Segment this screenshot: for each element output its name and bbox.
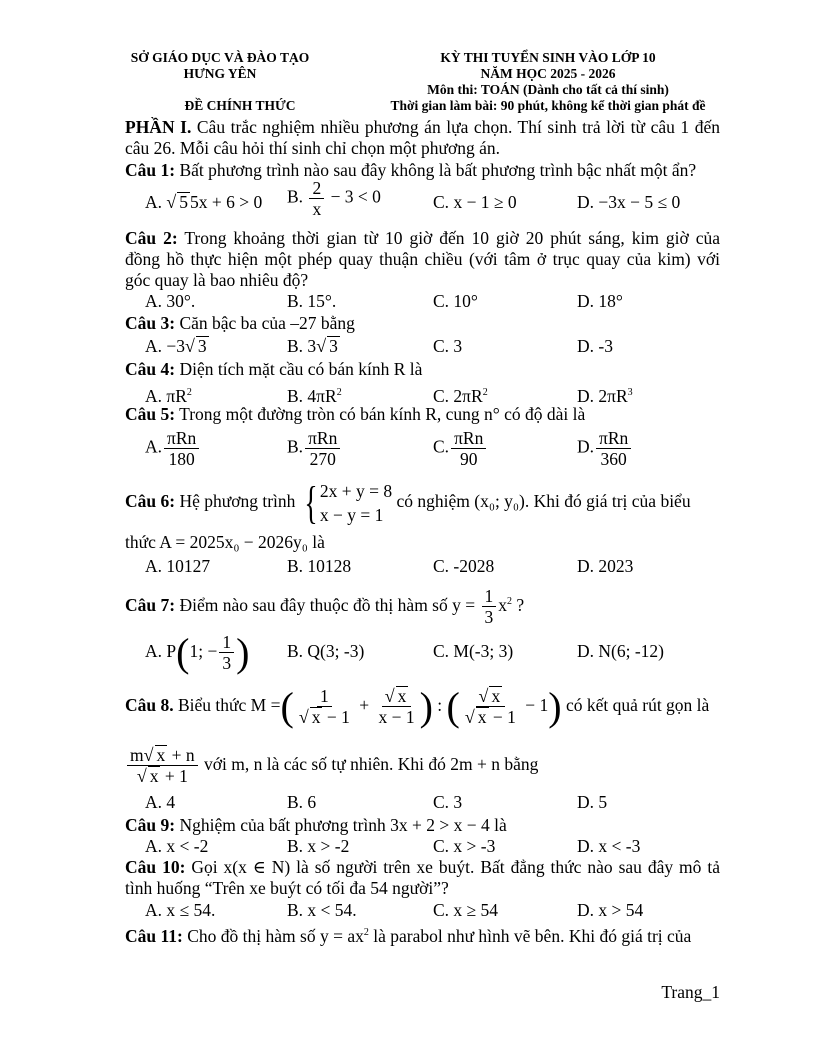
subject: Môn thi: TOÁN (Dành cho tất cả thí sinh): [427, 82, 669, 97]
q7-options: [145, 628, 725, 674]
question-3: Câu 3: Căn bậc ba của –27 bằng: [125, 313, 355, 333]
header-right: [378, 50, 718, 114]
q1-option-c[interactable]: C. x − 1 ≥ 0: [433, 192, 517, 212]
equation-system: { 2x + y = 8 x − y = 1: [304, 476, 393, 528]
question-9: Câu 9: Nghiệm của bất phương trình 3x + 2 > x − 4 là: [125, 815, 507, 835]
q7-option-c[interactable]: C. M(-3; 3): [433, 641, 514, 661]
official-label: ĐỀ CHÍNH THỨC: [184, 98, 296, 113]
q2-option-c[interactable]: C. 10°: [433, 291, 478, 311]
part1-label: PHẦN I.: [125, 117, 192, 137]
q5-option-a[interactable]: A. $\frac{\text{πRn}}{180}$: [145, 428, 201, 469]
q8-option-b[interactable]: B. 6: [287, 792, 317, 812]
q6-option-b[interactable]: B. 10128: [287, 556, 352, 576]
question-10-line2: tình huống “Trên xe buýt có tối đa 54 người”?: [125, 878, 449, 898]
header-left: [100, 50, 340, 82]
q6-option-d[interactable]: D. 2023: [577, 556, 634, 576]
q3-options: [145, 336, 725, 358]
q5-option-b[interactable]: B. $\frac{\text{πRn}}{270}$: [287, 428, 342, 469]
page-number: Trang_1: [661, 982, 720, 1002]
q10-option-a[interactable]: A. x ≤ 54.: [145, 900, 216, 920]
q7-option-b[interactable]: B. Q(3; -3): [287, 641, 365, 661]
question-2-line2: đồng hồ thực hiện một phép quay thuận chiều (với tâm ở trục quay của kim) với: [125, 249, 720, 269]
q9-options: [145, 836, 725, 858]
question-2-line3: góc quay là bao nhiêu độ?: [125, 270, 309, 290]
q2-option-a[interactable]: A. 30°.: [145, 291, 196, 311]
q4-option-d[interactable]: D. $2\pi R^3$: [577, 386, 633, 406]
q8-option-c[interactable]: C. 3: [433, 792, 463, 812]
part1-intro-line1: PHẦN I. Câu trắc nghiệm nhiều phương án lựa chọn. Thí sinh trả lời từ câu 1 đến: [125, 117, 721, 137]
q4-options: [145, 382, 725, 404]
question-6-line2: thức A = 2025x₀ − 2026y₀ là: [125, 532, 325, 552]
q4-option-a[interactable]: A. $\pi R^2$: [145, 386, 192, 406]
q10-option-b[interactable]: B. x < 54.: [287, 900, 357, 920]
question-6-line1: Câu 6: Hệ phương trình { 2x + y = 8 x − y = 1 có nghiệm (x₀; y₀). Khi đó giá trị của biểu: [125, 476, 691, 528]
q1-options: [145, 178, 725, 219]
question-2-line1: Câu 2: Trong khoảng thời gian từ 10 giờ đến 10 giờ 20 phút sáng, kim giờ của: [125, 228, 721, 248]
question-1: Câu 1: Bất phương trình nào sau đây không là bất phương trình bậc nhất một ẩn?: [125, 160, 697, 180]
q4-option-c[interactable]: C. $2\pi R^2$: [433, 386, 488, 406]
question-7: Câu 7: Điểm nào sau đây thuộc đồ thị hàm số y = $\frac{1}{3}$ $x^2$ ?: [125, 586, 525, 628]
exam-title: KỲ THI TUYỂN SINH VÀO LỚP 10: [440, 50, 656, 65]
province-name: HƯNG YÊN: [183, 66, 257, 81]
q9-option-a[interactable]: A. x < -2: [145, 836, 209, 856]
q7-option-d[interactable]: D. N(6; -12): [577, 641, 664, 661]
q6-option-a[interactable]: A. 10127: [145, 556, 211, 576]
q3-option-b[interactable]: B. 3√ 3: [287, 336, 338, 356]
q1-option-d[interactable]: D. −3x − 5 ≤ 0: [577, 192, 681, 212]
q9-option-d[interactable]: D. x < -3: [577, 836, 641, 856]
q8-options: [145, 792, 725, 814]
q6-option-c[interactable]: C. -2028: [433, 556, 495, 576]
q10-option-d[interactable]: D. x > 54: [577, 900, 644, 920]
school-year: NĂM HỌC 2025 - 2026: [480, 66, 616, 81]
question-11: Câu 11: Cho đồ thị hàm số $y = ax^2$ là parabol như hình vẽ bên. Khi đó giá trị của: [125, 926, 692, 946]
q3-option-d[interactable]: D. -3: [577, 336, 613, 356]
q3-option-c[interactable]: C. 3: [433, 336, 463, 356]
time-allowed: Thời gian làm bài: 90 phút, không kể thời gian phát đề: [390, 98, 706, 113]
q2-option-d[interactable]: D. 18°: [577, 291, 623, 311]
q10-option-c[interactable]: C. x ≥ 54: [433, 900, 499, 920]
q8-option-a[interactable]: A. 4: [145, 792, 176, 812]
q2-option-b[interactable]: B. 15°.: [287, 291, 337, 311]
q4-option-b[interactable]: B. $4\pi R^2$: [287, 386, 342, 406]
q7-option-a[interactable]: A. P(1; − $\frac{1}{3}$ ): [145, 629, 250, 675]
q5-option-c[interactable]: C. $\frac{\text{πRn}}{90}$: [433, 428, 488, 469]
q1-option-b[interactable]: B. $\frac{2}{x}$ − 3 < 0: [287, 178, 381, 219]
q9-option-b[interactable]: B. x > -2: [287, 836, 350, 856]
department-name: SỞ GIÁO DỤC VÀ ĐÀO TẠO: [130, 50, 310, 65]
q6-options: [145, 556, 725, 578]
q2-options: [145, 291, 725, 313]
q5-options: [145, 428, 725, 472]
q3-option-a[interactable]: A. −3√ 3: [145, 336, 207, 356]
q9-option-c[interactable]: C. x > -3: [433, 836, 496, 856]
part1-intro-line2: câu 26. Mỗi câu hỏi thí sinh chỉ chọn một phương án.: [125, 138, 501, 158]
q1-option-a[interactable]: A. √ 5 5x + 6 > 0: [145, 192, 263, 212]
q5-option-d[interactable]: D. $\frac{\text{πRn}}{360}$: [577, 428, 633, 469]
question-10-line1: Câu 10: Gọi x(x ∈ N) là số người trên xe buýt. Bất đẳng thức nào sau đây mô tả: [125, 857, 720, 877]
question-5: Câu 5: Trong một đường tròn có bán kính R, cung n° có độ dài là: [125, 404, 586, 424]
question-8-line1: Câu 8. Biểu thức M =( $\frac{1}{√ x - 1}$ + $\frac{√ x}{x - 1}$ ) : ( $\frac{√ x}{√ x - 1}$ − 1) có kết quả rút gọn là: [125, 683, 710, 729]
q8-option-d[interactable]: D. 5: [577, 792, 608, 812]
question-4: Câu 4: Diện tích mặt cầu có bán kính R là: [125, 359, 423, 379]
question-8-line2: $\frac{m√ x + n}{√ x + 1}$ với m, n là các số tự nhiên. Khi đó 2m + n bằng: [125, 740, 720, 788]
q10-options: [145, 900, 725, 922]
